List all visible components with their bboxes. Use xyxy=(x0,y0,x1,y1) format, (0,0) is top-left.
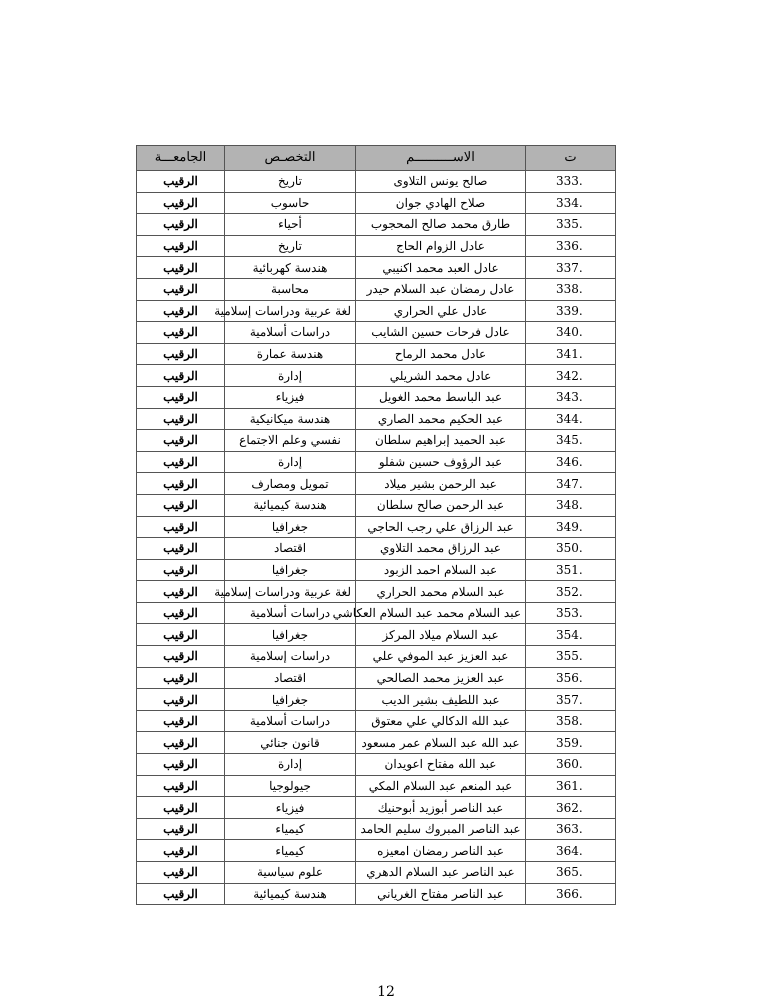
row-number: 365. xyxy=(526,862,616,884)
row-specialty: جغرافيا xyxy=(225,559,356,581)
row-number: 341. xyxy=(526,343,616,365)
row-name: صلاح الهادي جوان xyxy=(356,192,526,214)
row-number: 333. xyxy=(526,171,616,193)
table-row xyxy=(137,214,616,236)
row-specialty: هندسة ميكانيكية xyxy=(225,408,356,430)
row-university: الرقيب xyxy=(137,235,225,257)
table-row xyxy=(137,430,616,452)
row-number: 354. xyxy=(526,624,616,646)
row-number: 340. xyxy=(526,322,616,344)
header-specialty: التخصـص xyxy=(225,146,356,171)
row-university: الرقيب xyxy=(137,581,225,603)
row-name: عبد الرؤوف حسين شفلو xyxy=(356,451,526,473)
row-name: عبد السلام ميلاد المركز xyxy=(356,624,526,646)
row-name: عادل فرحات حسين الشايب xyxy=(356,322,526,344)
row-name: عبد الله مفتاح اعويدان xyxy=(356,754,526,776)
table-row xyxy=(137,386,616,408)
row-name: عادل الزوام الحاج xyxy=(356,235,526,257)
table-row xyxy=(137,754,616,776)
row-name: عبد الله الدكالي علي معتوق xyxy=(356,710,526,732)
table-row xyxy=(137,710,616,732)
row-university: الرقيب xyxy=(137,624,225,646)
row-university: الرقيب xyxy=(137,883,225,905)
row-number: 345. xyxy=(526,430,616,452)
row-name: عبد الناصر رمضان امعيزه xyxy=(356,840,526,862)
row-specialty: هندسة عمارة xyxy=(225,343,356,365)
table-row xyxy=(137,451,616,473)
table-row xyxy=(137,343,616,365)
row-name: عبد الحميد إبراهيم سلطان xyxy=(356,430,526,452)
row-university: الرقيب xyxy=(137,862,225,884)
row-university: الرقيب xyxy=(137,689,225,711)
row-specialty: علوم سياسية xyxy=(225,862,356,884)
table-row xyxy=(137,494,616,516)
row-university: الرقيب xyxy=(137,473,225,495)
row-university: الرقيب xyxy=(137,538,225,560)
row-number: 348. xyxy=(526,494,616,516)
table-body xyxy=(137,171,616,905)
row-university: الرقيب xyxy=(137,430,225,452)
row-number: 346. xyxy=(526,451,616,473)
row-specialty: لغة عربية ودراسات إسلامية xyxy=(225,300,356,322)
row-university: الرقيب xyxy=(137,451,225,473)
row-name: عبد المنعم عبد السلام المكي xyxy=(356,775,526,797)
row-number: 339. xyxy=(526,300,616,322)
row-number: 355. xyxy=(526,646,616,668)
table-row xyxy=(137,689,616,711)
table-row xyxy=(137,602,616,624)
row-specialty: تاريخ xyxy=(225,171,356,193)
row-name: عبد الرحمن بشير ميلاد xyxy=(356,473,526,495)
row-name: عبد الله عبد السلام عمر مسعود xyxy=(356,732,526,754)
row-name: عبد اللطيف بشير الديب xyxy=(356,689,526,711)
table-row xyxy=(137,732,616,754)
row-number: 363. xyxy=(526,818,616,840)
row-university: الرقيب xyxy=(137,602,225,624)
row-university: الرقيب xyxy=(137,516,225,538)
row-university: الرقيب xyxy=(137,386,225,408)
row-number: 353. xyxy=(526,602,616,624)
row-name: عبد الناصر المبروك سليم الحامد xyxy=(356,818,526,840)
row-university: الرقيب xyxy=(137,732,225,754)
row-name: عبد السلام احمد الزبود xyxy=(356,559,526,581)
row-number: 338. xyxy=(526,278,616,300)
table-row xyxy=(137,797,616,819)
row-specialty: إدارة xyxy=(225,451,356,473)
row-specialty: هندسة كيميائية xyxy=(225,883,356,905)
table-row xyxy=(137,581,616,603)
header-name: الاســــــــــم xyxy=(356,146,526,171)
row-name: صالح يونس التلاوى xyxy=(356,171,526,193)
row-number: 349. xyxy=(526,516,616,538)
row-name: عادل محمد الشريلي xyxy=(356,365,526,387)
row-name: عادل رمضان عبد السلام حيدر xyxy=(356,278,526,300)
table-row xyxy=(137,667,616,689)
row-university: الرقيب xyxy=(137,754,225,776)
row-specialty: جغرافيا xyxy=(225,516,356,538)
row-name: عبد الناصر أبوزيد أبوحنيك xyxy=(356,797,526,819)
row-number: 358. xyxy=(526,710,616,732)
table-row xyxy=(137,300,616,322)
table-row xyxy=(137,646,616,668)
row-specialty: هندسة كيميائية xyxy=(225,494,356,516)
page-number: 12 xyxy=(377,984,395,1000)
row-specialty: حاسوب xyxy=(225,192,356,214)
row-specialty: تمويل ومصارف xyxy=(225,473,356,495)
table-row xyxy=(137,818,616,840)
row-name: عبد العزيز محمد الصالحي xyxy=(356,667,526,689)
row-specialty: أحياء xyxy=(225,214,356,236)
row-university: الرقيب xyxy=(137,278,225,300)
row-specialty: فيزياء xyxy=(225,386,356,408)
table-row xyxy=(137,624,616,646)
header-university: الجامعـــة xyxy=(137,146,225,171)
row-name: عبد الناصر مفتاح الغرياني xyxy=(356,883,526,905)
row-specialty: دراسات إسلامية xyxy=(225,646,356,668)
row-name: عادل محمد الرماح xyxy=(356,343,526,365)
row-number: 364. xyxy=(526,840,616,862)
row-university: الرقيب xyxy=(137,775,225,797)
row-university: الرقيب xyxy=(137,494,225,516)
row-number: 357. xyxy=(526,689,616,711)
row-university: الرقيب xyxy=(137,797,225,819)
row-university: الرقيب xyxy=(137,343,225,365)
row-name: عبد العزيز عبد الموفي علي xyxy=(356,646,526,668)
row-number: 336. xyxy=(526,235,616,257)
row-name: عبد الناصر عبد السلام الدهري xyxy=(356,862,526,884)
row-number: 351. xyxy=(526,559,616,581)
row-university: الرقيب xyxy=(137,559,225,581)
row-specialty: إدارة xyxy=(225,754,356,776)
row-specialty: دراسات أسلامية xyxy=(225,710,356,732)
table-row xyxy=(137,192,616,214)
row-name: عبد الرزاق علي رجب الحاجي xyxy=(356,516,526,538)
row-university: الرقيب xyxy=(137,322,225,344)
row-number: 359. xyxy=(526,732,616,754)
table-row xyxy=(137,883,616,905)
table-row xyxy=(137,235,616,257)
table-row xyxy=(137,365,616,387)
row-university: الرقيب xyxy=(137,818,225,840)
row-number: 366. xyxy=(526,883,616,905)
row-number: 342. xyxy=(526,365,616,387)
row-specialty: نفسي وعلم الاجتماع xyxy=(225,430,356,452)
row-specialty: جغرافيا xyxy=(225,689,356,711)
row-specialty: كيمياء xyxy=(225,818,356,840)
row-specialty: إدارة xyxy=(225,365,356,387)
table-row xyxy=(137,171,616,193)
row-university: الرقيب xyxy=(137,840,225,862)
row-number: 335. xyxy=(526,214,616,236)
row-number: 361. xyxy=(526,775,616,797)
row-specialty: محاسبة xyxy=(225,278,356,300)
row-university: الرقيب xyxy=(137,257,225,279)
row-number: 337. xyxy=(526,257,616,279)
row-specialty: جيولوجيا xyxy=(225,775,356,797)
row-number: 350. xyxy=(526,538,616,560)
table-header-row xyxy=(137,146,616,171)
row-university: الرقيب xyxy=(137,171,225,193)
row-specialty: دراسات أسلامية xyxy=(225,602,356,624)
row-name: عبد السلام محمد عبد السلام العكاشي xyxy=(356,602,526,624)
row-number: 343. xyxy=(526,386,616,408)
header-number: ت xyxy=(526,146,616,171)
row-name: عبد الرحمن صالح سلطان xyxy=(356,494,526,516)
row-specialty: هندسة كهربائية xyxy=(225,257,356,279)
row-name: عبد الرزاق محمد التلاوي xyxy=(356,538,526,560)
table-row xyxy=(137,473,616,495)
table-row xyxy=(137,516,616,538)
table-row xyxy=(137,862,616,884)
table-row xyxy=(137,322,616,344)
table-row xyxy=(137,775,616,797)
row-university: الرقيب xyxy=(137,365,225,387)
row-name: عبد الحكيم محمد الصاري xyxy=(356,408,526,430)
row-university: الرقيب xyxy=(137,192,225,214)
row-university: الرقيب xyxy=(137,214,225,236)
row-specialty: قانون جنائي xyxy=(225,732,356,754)
row-number: 334. xyxy=(526,192,616,214)
row-specialty: فيزياء xyxy=(225,797,356,819)
row-name: عادل علي الحراري xyxy=(356,300,526,322)
row-name: عادل العبد محمد اكنيبي xyxy=(356,257,526,279)
table-row xyxy=(137,408,616,430)
row-specialty: تاريخ xyxy=(225,235,356,257)
table-row xyxy=(137,538,616,560)
row-specialty: دراسات أسلامية xyxy=(225,322,356,344)
row-specialty: اقتصاد xyxy=(225,538,356,560)
row-specialty: كيمياء xyxy=(225,840,356,862)
row-number: 362. xyxy=(526,797,616,819)
table-row xyxy=(137,278,616,300)
row-number: 344. xyxy=(526,408,616,430)
row-specialty: جغرافيا xyxy=(225,624,356,646)
row-university: الرقيب xyxy=(137,300,225,322)
row-specialty: اقتصاد xyxy=(225,667,356,689)
row-university: الرقيب xyxy=(137,710,225,732)
row-number: 347. xyxy=(526,473,616,495)
row-specialty: لغة عربية ودراسات إسلامية xyxy=(225,581,356,603)
row-university: الرقيب xyxy=(137,646,225,668)
row-university: الرقيب xyxy=(137,408,225,430)
row-number: 356. xyxy=(526,667,616,689)
row-name: عبد الباسط محمد الغويل xyxy=(356,386,526,408)
table-row xyxy=(137,257,616,279)
row-number: 352. xyxy=(526,581,616,603)
row-number: 360. xyxy=(526,754,616,776)
row-name: عبد السلام محمد الحراري xyxy=(356,581,526,603)
table-row xyxy=(137,559,616,581)
table-row xyxy=(137,840,616,862)
names-table xyxy=(136,145,616,905)
row-university: الرقيب xyxy=(137,667,225,689)
row-name: طارق محمد صالح المحجوب xyxy=(356,214,526,236)
